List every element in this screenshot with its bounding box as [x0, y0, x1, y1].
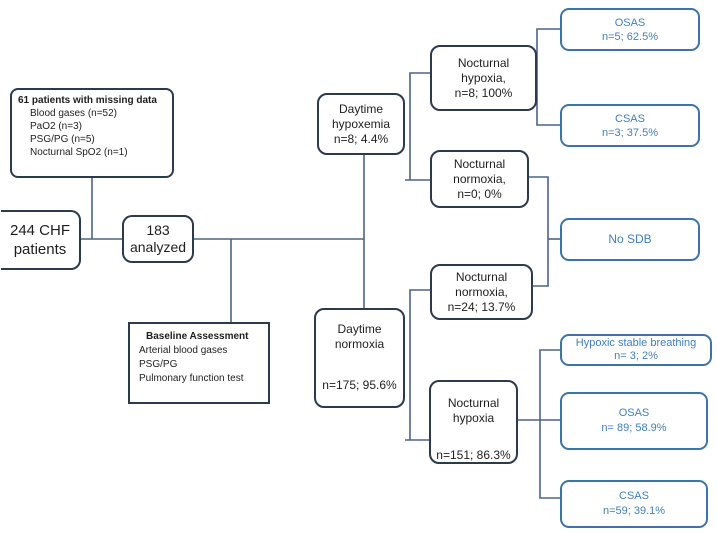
daytime-hypoxemia-line: Daytime	[338, 101, 383, 116]
nocturnal-stat: n=0; 0%	[457, 186, 502, 201]
nocturnal-stat: n=151; 86.3%	[436, 448, 511, 462]
outcome-stat: n= 89; 58.9%	[601, 422, 667, 434]
csas-box-lower	[560, 480, 708, 528]
outcome-label: OSAS	[614, 16, 646, 29]
outcome-stat: n=5; 62.5%	[602, 30, 658, 43]
nocturnal-line: Nocturnal	[455, 269, 508, 284]
nocturnal-line: hypoxia	[452, 411, 495, 425]
nocturnal-line: normoxia,	[455, 284, 508, 299]
nocturnal-stat: n=24; 13.7%	[447, 299, 516, 314]
missing-item: Nocturnal SpO2 (n=1)	[30, 147, 128, 158]
csas-box-upper	[560, 104, 700, 147]
osas-box-lower	[560, 392, 708, 450]
analyzed-count: 183	[146, 222, 170, 238]
nocturnal-line: normoxia,	[453, 171, 506, 186]
missing-data-title: 61 patients with missing data	[18, 95, 157, 106]
daytime-normoxia-line: normoxia	[334, 337, 385, 351]
outcome-label: CSAS	[615, 112, 645, 125]
outcome-label: OSAS	[618, 407, 650, 419]
daytime-hypoxemia-line: hypoxemia	[331, 116, 391, 131]
chf-count: 244 CHF	[9, 222, 71, 239]
outcome-stat: n= 3; 2%	[614, 350, 658, 362]
analyzed-label: analyzed	[129, 239, 187, 255]
nocturnal-line: hypoxia,	[461, 70, 506, 85]
chf-label: patients	[13, 241, 67, 258]
outcome-label: Hypoxic stable breathing	[575, 337, 697, 349]
nocturnal-hypoxia-box-upper	[430, 45, 537, 111]
baseline-item: Pulmonary function test	[139, 373, 244, 384]
outcome-stat: n=3; 37.5%	[602, 126, 658, 139]
nocturnal-line: Nocturnal	[447, 396, 500, 410]
outcome-label: CSAS	[619, 490, 649, 502]
daytime-normoxia-box	[314, 308, 405, 408]
outcome-stat: n=59; 39.1%	[602, 505, 666, 517]
hypoxic-stable-breathing-box	[560, 334, 712, 366]
missing-data-box	[10, 88, 174, 178]
daytime-normoxia-stat: n=175; 95.6%	[322, 378, 397, 392]
missing-item: PaO2 (n=3)	[30, 121, 82, 132]
daytime-hypoxemia-box	[317, 93, 405, 155]
baseline-assessment-box	[128, 322, 270, 404]
baseline-title: Baseline Assessment	[146, 331, 249, 342]
no-sdb-box	[560, 218, 700, 261]
osas-box-upper	[560, 8, 700, 51]
analyzed-box	[122, 215, 194, 263]
nocturnal-line: Nocturnal	[457, 55, 510, 70]
chf-patients-box	[1, 210, 81, 270]
baseline-item: PSG/PG	[139, 359, 178, 370]
nocturnal-normoxia-box-upper	[430, 150, 529, 208]
daytime-normoxia-line: Daytime	[337, 322, 382, 336]
baseline-item: Arterial blood gases	[139, 345, 228, 356]
nocturnal-stat: n=8; 100%	[454, 85, 513, 100]
nocturnal-line: Nocturnal	[453, 156, 506, 171]
missing-item: PSG/PG (n=5)	[30, 134, 95, 145]
daytime-hypoxemia-stat: n=8; 4.4%	[333, 131, 389, 146]
outcome-label: No SDB	[608, 232, 652, 246]
missing-item: Blood gases (n=52)	[30, 108, 118, 119]
nocturnal-hypoxia-box-lower	[429, 380, 518, 464]
nocturnal-normoxia-box-lower	[430, 264, 533, 320]
